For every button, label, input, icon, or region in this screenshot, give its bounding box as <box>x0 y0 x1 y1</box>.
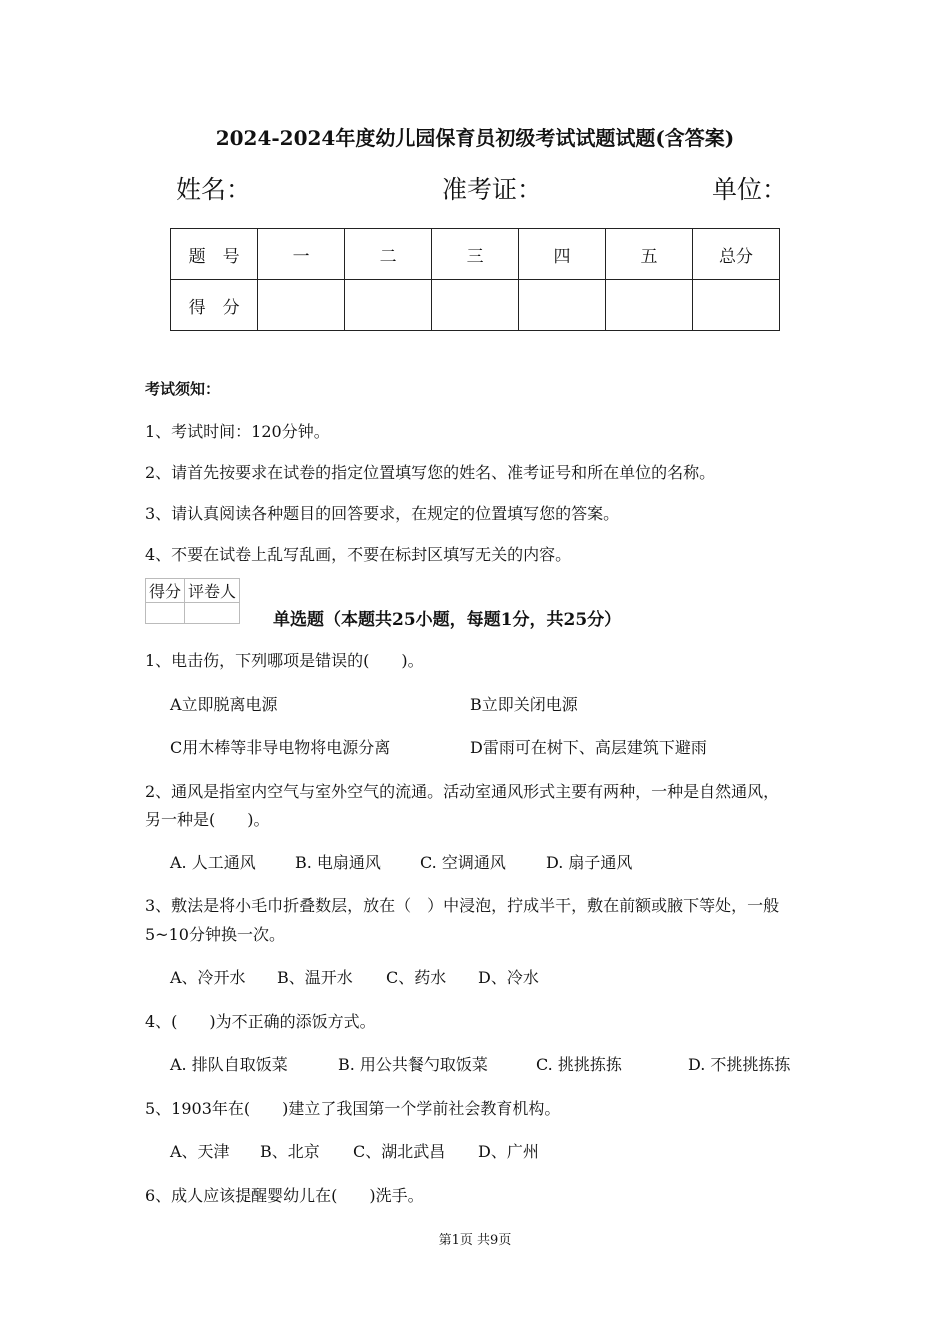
score-cell: 一 <box>258 229 345 280</box>
question-stem: 1、电击伤，下列哪项是错误的( )。 <box>145 651 424 670</box>
question-stem: 5、1903年在( )建立了我国第一个学前社会教育机构。 <box>145 1099 561 1118</box>
option-d[interactable]: D雷雨可在树下、高层建筑下避雨 <box>470 738 707 757</box>
score-blank-cell[interactable] <box>606 280 693 331</box>
exam-number-label: 准考证： <box>442 175 543 204</box>
option-a[interactable]: A、冷开水 <box>170 968 246 987</box>
score-cell: 二 <box>345 229 432 280</box>
score-cell: 题 号 <box>171 229 258 280</box>
grader-reviewer-label: 评卷人 <box>185 579 240 603</box>
question-stem-cont: 另一种是( )。 <box>145 810 270 829</box>
notice-item: 2、请首先按要求在试卷的指定位置填写您的姓名、准考证号和所在单位的名称。 <box>145 463 716 482</box>
score-blank-cell[interactable] <box>692 280 779 331</box>
option-b[interactable]: B、北京 <box>260 1142 320 1161</box>
score-cell: 三 <box>432 229 519 280</box>
option-b[interactable]: B、温开水 <box>277 968 353 987</box>
grader-reviewer-blank[interactable] <box>185 603 240 624</box>
option-c[interactable]: C. 空调通风 <box>420 853 506 872</box>
grader-score-label: 得分 <box>146 579 185 603</box>
score-table-score-row <box>171 280 780 331</box>
option-c[interactable]: C. 挑挑拣拣 <box>536 1055 622 1074</box>
option-d[interactable]: D. 扇子通风 <box>546 853 633 872</box>
score-cell: 四 <box>519 229 606 280</box>
option-b[interactable]: B立即关闭电源 <box>470 695 578 714</box>
question-stem: 3、敷法是将小毛巾折叠数层，放在（ ）中浸泡，拧成半干，敷在前额或腋下等处，一般 <box>145 896 780 915</box>
option-a[interactable]: A、天津 <box>170 1142 230 1161</box>
question-stem-cont: 5~10分钟换一次。 <box>145 925 285 944</box>
score-blank-cell[interactable] <box>258 280 345 331</box>
option-a[interactable]: A. 排队自取饭菜 <box>170 1055 288 1074</box>
option-c[interactable]: C用木棒等非导电物将电源分离 <box>170 738 391 757</box>
option-a[interactable]: A. 人工通风 <box>170 853 256 872</box>
score-blank-cell[interactable] <box>432 280 519 331</box>
option-a[interactable]: A立即脱离电源 <box>170 695 278 714</box>
grader-box <box>145 578 240 624</box>
option-b[interactable]: B. 用公共餐勺取饭菜 <box>338 1055 488 1074</box>
option-c[interactable]: C、药水 <box>386 968 447 987</box>
notice-item: 1、考试时间：120分钟。 <box>145 422 330 441</box>
question-stem: 4、( )为不正确的添饭方式。 <box>145 1012 376 1031</box>
name-label: 姓名： <box>176 175 252 204</box>
option-b[interactable]: B. 电扇通风 <box>295 853 381 872</box>
notice-heading: 考试须知： <box>145 380 221 398</box>
score-table <box>170 228 780 331</box>
unit-label: 单位： <box>712 175 788 204</box>
score-blank-cell[interactable] <box>519 280 606 331</box>
option-c[interactable]: C、湖北武昌 <box>353 1142 446 1161</box>
score-cell: 总分 <box>692 229 779 280</box>
score-row-label: 得 分 <box>171 280 258 331</box>
score-cell: 五 <box>606 229 693 280</box>
page-title: 2024-2024年度幼儿园保育员初级考试试题试题(含答案) <box>215 126 735 150</box>
notice-item: 4、不要在试卷上乱写乱画，不要在标封区填写无关的内容。 <box>145 545 572 564</box>
grader-score-blank[interactable] <box>146 603 185 624</box>
option-d[interactable]: D、广州 <box>478 1142 539 1161</box>
section-title: 单选题（本题共25小题，每题1分，共25分） <box>273 610 622 630</box>
score-table-header-row <box>171 229 780 280</box>
score-blank-cell[interactable] <box>345 280 432 331</box>
option-d[interactable]: D、冷水 <box>478 968 539 987</box>
page-footer: 第1页 共9页 <box>438 1233 512 1248</box>
option-d[interactable]: D. 不挑挑拣拣 <box>688 1055 791 1074</box>
question-stem: 2、通风是指室内空气与室外空气的流通。活动室通风形式主要有两种，一种是自然通风， <box>145 782 780 801</box>
notice-item: 3、请认真阅读各种题目的回答要求，在规定的位置填写您的答案。 <box>145 504 620 523</box>
question-stem: 6、成人应该提醒婴幼儿在( )洗手。 <box>145 1186 424 1205</box>
